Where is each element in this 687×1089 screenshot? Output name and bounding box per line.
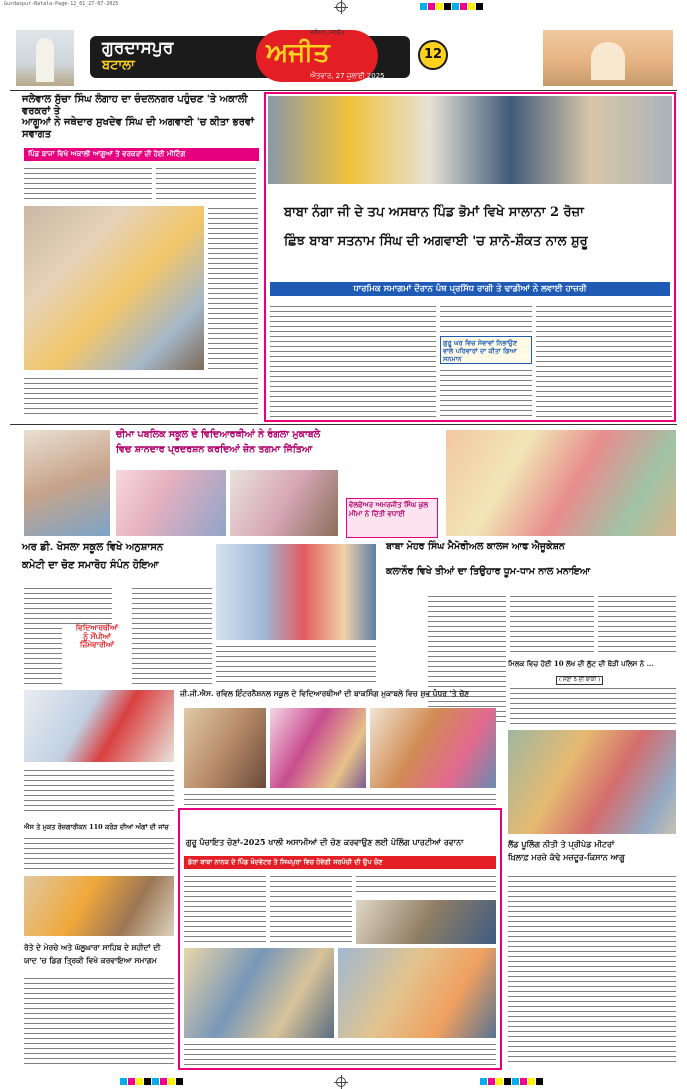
story-f-photo-2 <box>270 708 366 788</box>
story-b-photo <box>268 96 672 184</box>
story-h-body <box>508 874 676 1066</box>
story-b-headline <box>284 206 674 250</box>
story-d-pullquote-line3: ਜ਼ਿੰਮੇਵਾਰੀਆਂ <box>79 640 115 650</box>
masthead-brand: ਅਜੀਤ <box>266 38 330 68</box>
story-d-photo <box>24 690 174 762</box>
masthead-brand-sub: ਜਲੰਧਰ, ਸਰਬੱਤ <box>310 29 345 36</box>
story-c-photo-3 <box>230 470 338 536</box>
story-g-side-headline: ਐਸ ਤੇ ਮੁਕਤ ਰੋਜ਼ਗਾਰੀਕਨ 110 ਕਰੋੜ ਦੀਆਂ ਅੰਗਾਂ ਦੀ ਜਾਂਚ <box>24 823 169 831</box>
story-b-sub-box: ਗੁਰੂ ਘਰ ਵਿਚ ਸੇਵਾਵਾਂ ਨਿਭਾਉਣ ਵਾਲੇ ਪਰਿਵਾਰਾਂ ਦਾ ਕੀਤਾ ਗਿਆ ਸਨਮਾਨ <box>440 336 532 364</box>
story-g-headline: ਗੁਰੂ ਪੰਚਾਇਤ ਚੋਣਾਂ-2025 ਖਾਲੀ ਅਸਾਮੀਆਂ ਦੀ ਚੋਣ ਕਰਵਾਉਣ ਲਈ ਪੋਲਿੰਗ ਪਾਰਟੀਆਂ ਰਵਾਨਾ <box>186 837 464 847</box>
story-g-bottom-headline <box>24 944 176 965</box>
masthead <box>10 26 677 88</box>
story-g-body-col2 <box>270 874 352 944</box>
story-d-body-2 <box>24 626 62 684</box>
story-c-headline <box>116 430 336 456</box>
masthead-rule <box>10 90 677 91</box>
story-g-bottom-body <box>24 976 174 1066</box>
story-f-headline: ਜੀ.ਜੀ.ਐਸ. ਰਵਿਲ ਇੰਟਰਨੈਸ਼ਨਲ ਸਕੂਲ ਦੇ ਵਿਦਿਆਰਥੀਆਂ ਦੀ ਬਾਕਸਿੰਗ ਮੁਕਾਬਲੇ ਵਿਚ ਸ਼ੁਭ ਪੰਧਰ 'ਤੇ ਚੋਣ <box>180 689 470 698</box>
masthead-city-line2: ਬਟਾਲਾ <box>102 58 135 73</box>
story-f-caption <box>184 792 496 806</box>
story-e-headline <box>386 542 676 578</box>
story-d-pullquote <box>66 624 128 650</box>
story-g-bottom-headline-line1: ਰੋਤੇ ਦੇ ਮੇਰਚੇ ਅਤੇ ਘੱਲੂਘਾਰਾ ਸਾਹਿਬ ਦੇ ਸ਼ਹੀਦਾਂ ਦੀ <box>24 943 161 952</box>
story-e-body-col2 <box>510 594 594 656</box>
section-rule <box>10 424 677 425</box>
story-d-body-1 <box>24 586 112 624</box>
story-g-side-body <box>24 836 174 872</box>
story-a-band: ਪਿੰਡ ਬਾਜਾ ਵਿਖੇ ਅਕਾਲੀ ਆਗੂਆਂ ਤੇ ਵਰਕਰਾਂ ਦੀ ਹੋਈ ਮੀਟਿੰਗ <box>24 148 259 161</box>
print-crop-strip-top <box>0 0 687 14</box>
story-e-headline-line2: ਕਲਾਨੌਰ ਵਿਖੇ ਤੀਆਂ ਦਾ ਤਿਉਹਾਰ ਧੂਮ-ਧਾਮ ਨਾਲ ਮਨਾਇਆ <box>386 565 591 577</box>
story-a-headline <box>22 94 272 140</box>
masthead-city-line1: ਗੁਰਦਾਸਪੁਰ <box>102 38 174 58</box>
story-g-side-photo <box>24 876 174 936</box>
masthead-tower-photo <box>16 30 74 86</box>
story-f-photo-3 <box>370 708 496 788</box>
story-d-headline-line2: ਕਮੇਟੀ ਦਾ ਚੋਣ ਸਮਾਰੋਹ ਸੰਪੰਨ ਹੋਇਆ <box>22 559 159 571</box>
story-b-band: ਧਾਰਮਿਕ ਸਮਾਗਮਾਂ ਦੌਰਾਨ ਪੰਥ ਪ੍ਰਸਿੱਧ ਰਾਗੀ ਤੇ ਢਾਡੀਆਂ ਨੇ ਲਵਾਈ ਹਾਜ਼ਰੀ <box>270 282 670 296</box>
story-e-continued: ( ਸਫ਼ਾ 5 ਦੀ ਬਾਕੀ ) <box>556 676 603 685</box>
story-g-bottom-headline-line2: ਯਾਦ 'ਚ ਡਿਗ ਤ੍ਰਿਕੀ ਵਿਖੇ ਕਰਵਾਇਆ ਸਮਾਗਮ <box>24 955 157 965</box>
story-c-photo-group <box>216 544 376 640</box>
story-g-band: ਡੇਰਾ ਬਾਬਾ ਨਾਨਕ ਦੇ ਪਿੰਡ ਖੋਦਵੇਟਰ ਤੇ ਸਿਘਪੁਰਾ ਵਿਚ ਹੋਵੇਗੀ ਸਰਪੰਚੀ ਦੀ ਉਪ ਚੋਣ <box>184 856 496 869</box>
story-g-photo-3 <box>338 948 496 1038</box>
story-d-headline <box>22 542 212 571</box>
story-b-body-col1 <box>270 304 436 418</box>
story-b-headline-line2: ਛਿੰਝ ਬਾਬਾ ਸਤਨਾਮ ਸਿੰਘ ਦੀ ਅਗਵਾਈ 'ਚ ਸ਼ਾਨੋ-ਸ਼ੌਕਤ ਨਾਲ ਸ਼ੁਰੂ <box>284 233 588 249</box>
masthead-date: ਐਤਵਾਰ, 27 ਜੁਲਾਈ 2025 <box>310 72 385 80</box>
story-f-photo-1 <box>184 708 266 788</box>
registration-mark-icon <box>336 1077 346 1087</box>
story-e-body-col4 <box>510 686 676 724</box>
story-c-photo-1 <box>24 430 110 536</box>
story-g-caption <box>184 1042 496 1066</box>
story-a-body-top-2 <box>156 166 256 202</box>
story-c-body <box>216 644 376 684</box>
story-b-body-col2-top <box>440 304 532 334</box>
story-g-photo-2 <box>184 948 334 1038</box>
story-b-body-col2 <box>440 368 532 418</box>
story-c-headline-line2: ਵਿਚ ਸ਼ਾਨਦਾਰ ਪ੍ਰਦਰਸ਼ਨ ਕਰਦਿਆਂ ਜ਼ੋਨ ਤਗਮਾ ਜਿੱਤਿਆ <box>116 443 313 455</box>
story-h-headline <box>508 840 676 862</box>
story-d-pullquote-line1: ਵਿਦਿਆਰਥੀਆਂ <box>75 623 119 632</box>
story-c-headline-line1: ਚੀਮਾ ਪਬਲਿਕ ਸਕੂਲ ਦੇ ਵਿਦਿਆਰਥੀਆਂ ਨੇ ਰੰਗਲਾ ਮੁਕਾਬਲੇ <box>116 429 321 440</box>
story-h-headline-line2: ਖ਼ਿਲਾਫ਼ ਮਰਜ਼ੇ ਕੱਢੇ ਮਜ਼ਦੂਰ-ਕਿਸਾਨ ਆਗੂ <box>508 852 625 863</box>
story-a-headline-line2: ਆਗੂਆਂ ਨੇ ਜਥੇਦਾਰ ਸੁਖਦੇਵ ਸਿੰਘ ਦੀ ਅਗਵਾਈ 'ਚ ਕੀਤਾ ਭਰਵਾਂ ਸਵਾਗਤ <box>22 117 254 140</box>
story-h-headline-line1: ਲੈਂਡ ਪੂਲਿੰਗ ਨੀਤੀ ਤੇ ਪ੍ਰੀਪੇਡ ਮੀਟਰਾਂ <box>508 839 615 849</box>
story-b-headline-line1: ਬਾਬਾ ਨੰਗਾ ਜੀ ਦੇ ਤਪ ਅਸਥਾਨ ਪਿੰਡ ਭੋਮਾਂ ਵਿਖੇ ਸਾਲਾਨਾ 2 ਰੋਜ਼ਾ <box>284 205 584 220</box>
story-b-body-col3 <box>536 304 672 418</box>
story-a-body-top <box>24 166 152 202</box>
story-e-headline-line1: ਬਾਬਾ ਮੋਹਰ ਸਿੰਘ ਮੈਮੋਰੀਅਲ ਕਾਲਜ ਆਫ ਐਜੂਕੇਸ਼ਨ <box>386 541 565 552</box>
color-swatches <box>120 1078 183 1085</box>
story-d-pullquote-line2: ਨੂੰ ਸੌਂਪੀਆਂ <box>83 631 111 641</box>
story-g-body-col1 <box>184 874 266 944</box>
story-a-headline-line1: ਜਲੇਵਾਲ ਸੁੱਚਾ ਸਿੰਘ ਲੰਗਾਹ ਦਾ ਚੰਦਲਨਗਰ ਪਹੁੰਚਣ 'ਤੇ ਅਕਾਲੀ ਵਰਕਰਾਂ ਤੇ <box>22 94 248 117</box>
registration-mark-icon <box>336 2 346 12</box>
story-a-body-bottom <box>24 376 258 418</box>
story-g-body-col3 <box>356 874 496 896</box>
story-a-body-side <box>208 206 258 370</box>
story-d-body-4 <box>24 768 174 812</box>
story-e-body-col1 <box>428 594 506 724</box>
story-c-callout: ਵੇਲਫੇਅਰ ਅਮਰਜੀਤ ਸਿੰਘ ਕੁਲ ਮੀਮਾ ਨੇ ਦਿੱਤੀ ਵਧਾਈ <box>346 498 438 538</box>
story-c-photo-2 <box>116 470 226 536</box>
print-crop-strip-bottom <box>0 1075 687 1089</box>
color-swatches <box>420 3 483 10</box>
story-g-photo-1 <box>356 900 496 944</box>
story-h-photo <box>508 730 676 834</box>
page-number-badge: 12 <box>418 40 448 70</box>
print-slug: Gurdaspur-Batala-Page-12_01_27-07-2025 <box>4 1 119 7</box>
masthead-gurdwara-photo <box>543 30 673 86</box>
color-swatches <box>480 1078 543 1085</box>
story-e-photo-top <box>446 430 676 536</box>
story-d-body-3 <box>132 586 212 684</box>
story-d-headline-line1: ਅਰ ਡੀ. ਖੋਸਲਾ ਸਕੂਲ ਵਿਖੇ ਅਨੁਸ਼ਾਸਨ <box>22 542 164 553</box>
story-e-brief: ਮਿਲਕ ਵਿਚ ਹੋਈ 10 ਲੱਖ ਦੀ ਲੁੱਟ ਦੀ ਥੋੜੀ ਪਲਿਸ ਨੇ ... <box>508 659 654 668</box>
story-e-body-col3 <box>598 594 676 656</box>
story-a-photo <box>24 206 204 370</box>
